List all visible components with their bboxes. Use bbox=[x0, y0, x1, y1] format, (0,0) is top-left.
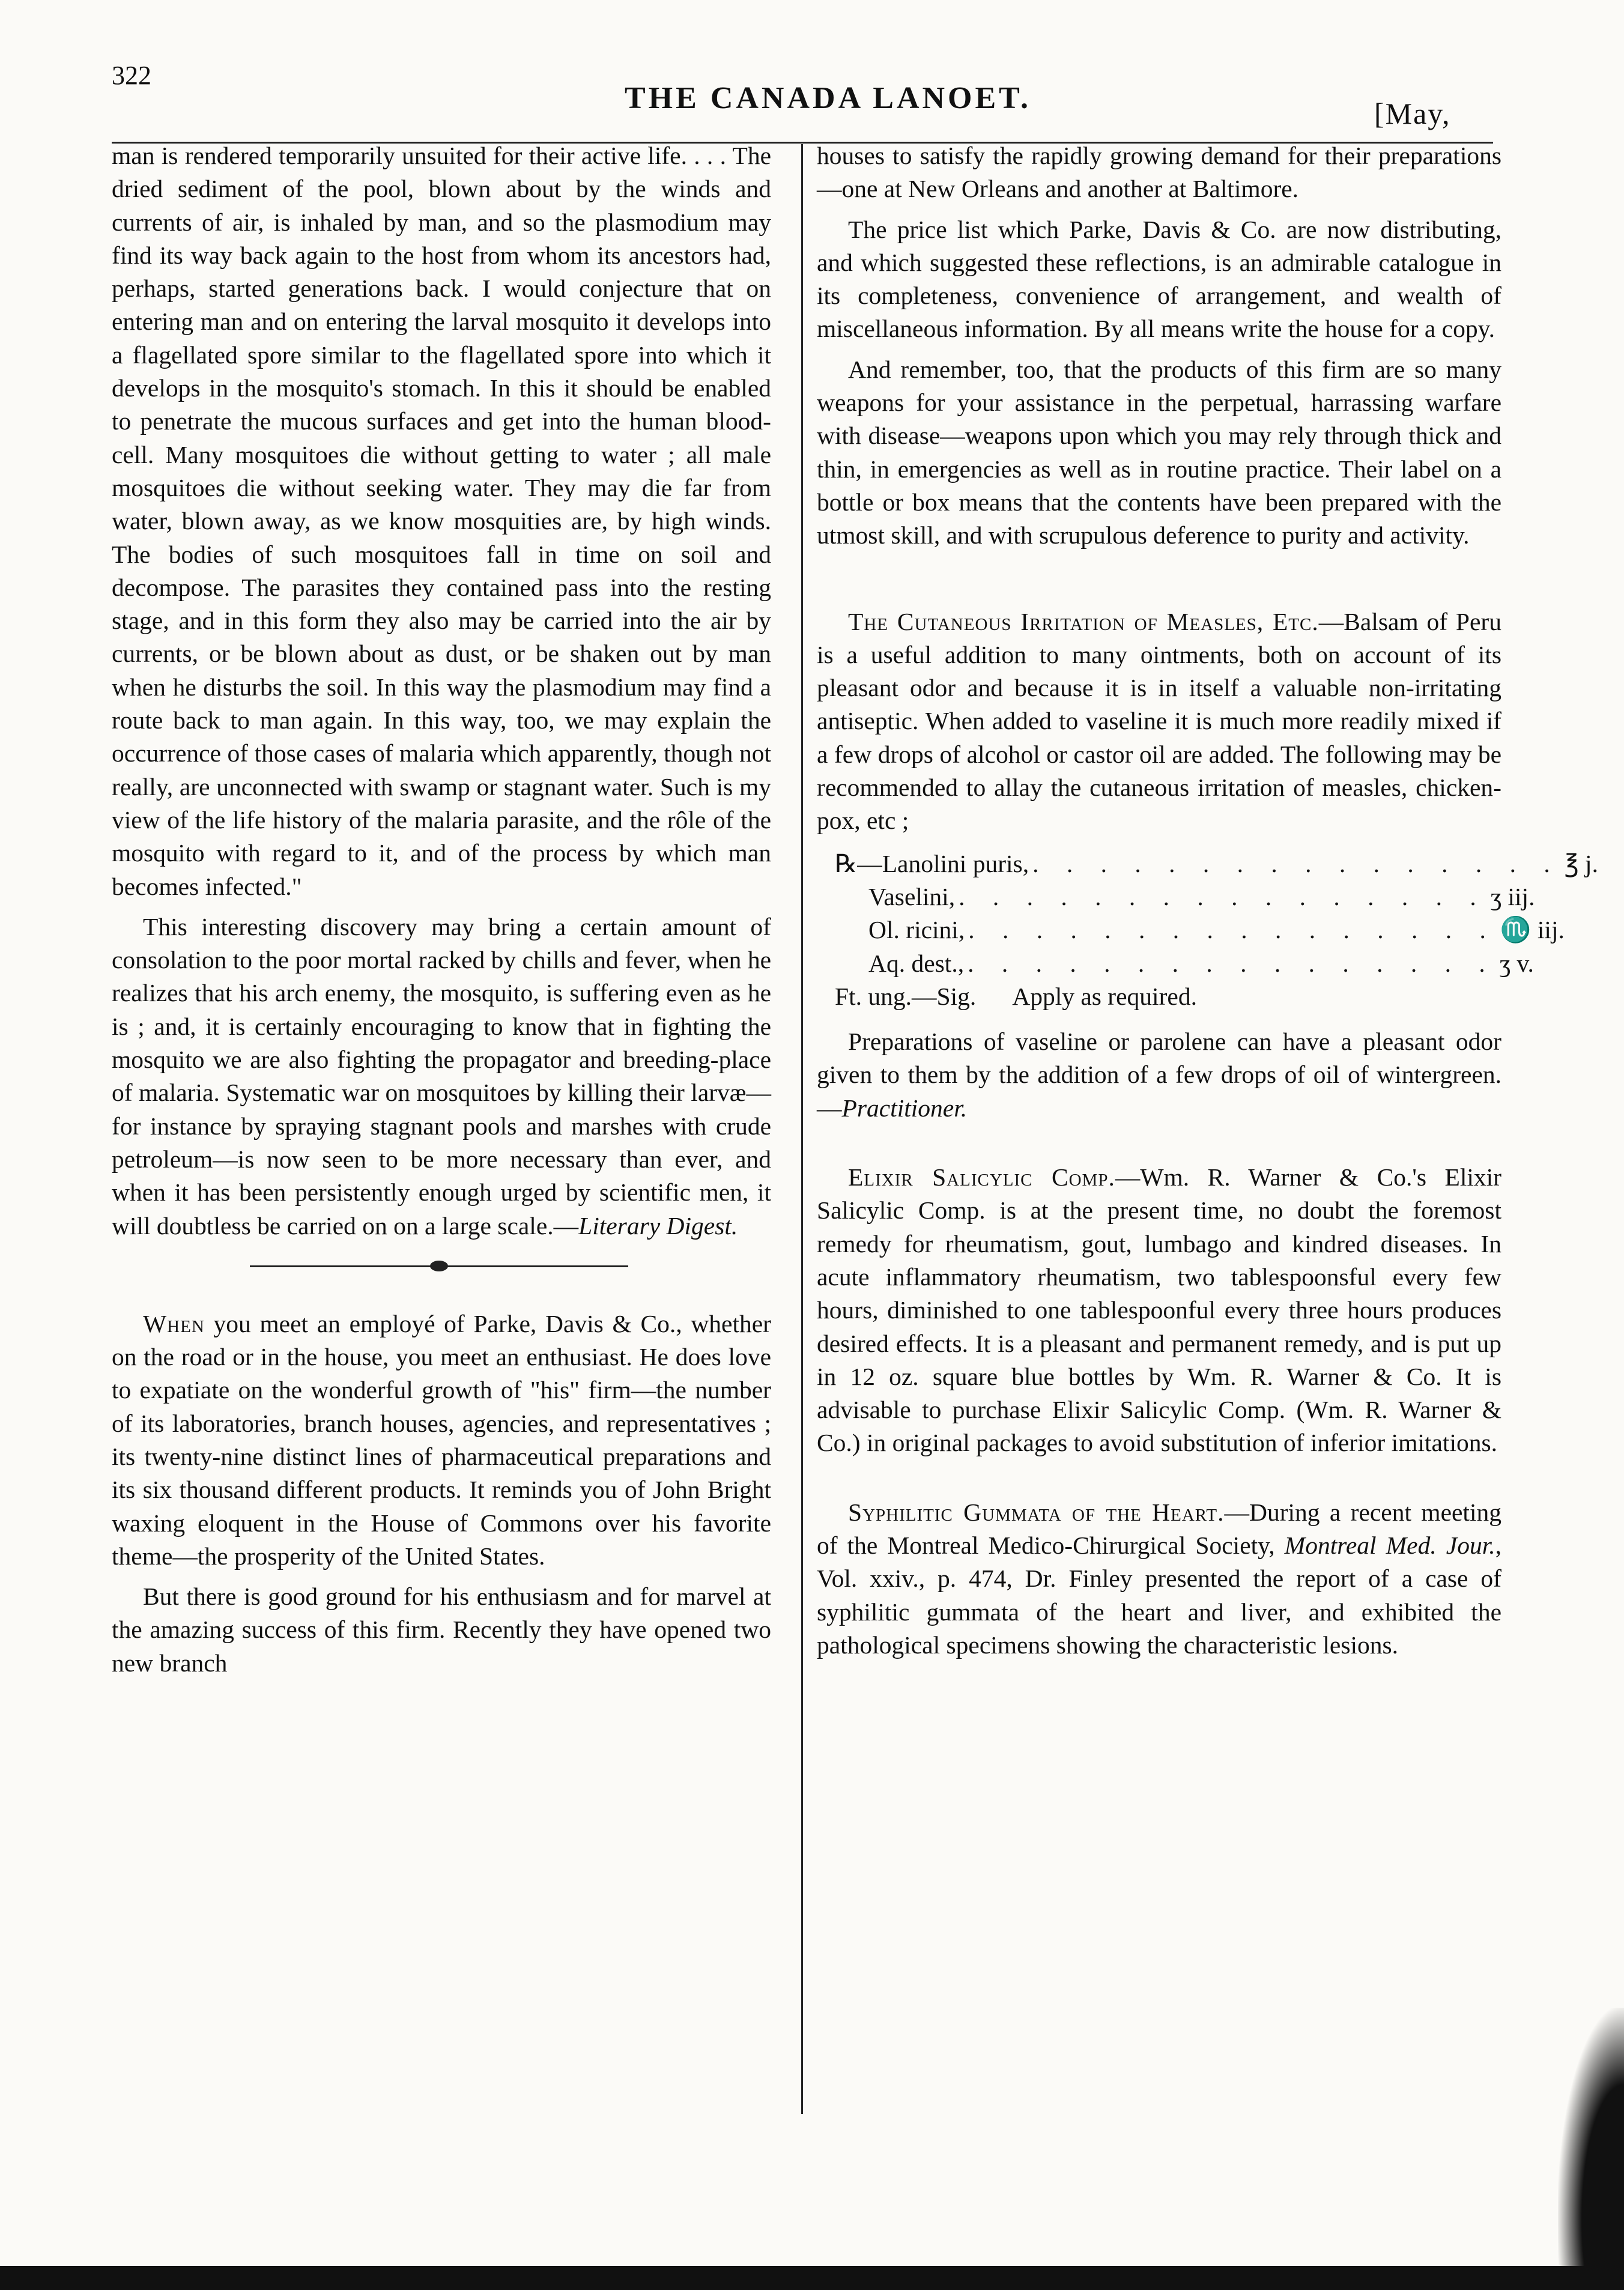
gummata-text-b: , Vol. xxiv., p. 474, Dr. Finley presented the report of a case of syphilitic gummata of the heart and liver, and exhibited the pathological specimens showing the characteristic lesions. bbox=[817, 1531, 1502, 1659]
section-ornament bbox=[112, 1247, 771, 1283]
products-paragraph: And remember, too, that the products of this firm are so many weapons for your assistance in the perpetual, harrassing warfare with disease—weapons upon which you may rely through thick and thin, in emergencies as well as in routine practice. Their label on a bottle or box means that the contents have been prepared with the utmost skill, and with scrupulous deference to purity and activity. bbox=[817, 355, 1501, 550]
rx-directions-b: Apply as required. bbox=[1012, 982, 1197, 1010]
scan-edge bbox=[0, 2266, 1624, 2290]
elixir-article bbox=[817, 1161, 1501, 1460]
rx-line bbox=[817, 913, 1565, 947]
gummata-heading: Syphilitic Gummata of the Heart. bbox=[848, 1498, 1225, 1526]
ink-blot bbox=[1558, 2008, 1624, 2290]
enthusiasm-paragraph: But there is good ground for his enthusiasm and for marvel at the amazing success of this firm. Recently they have opened two new branch bbox=[112, 1583, 771, 1677]
rx-ingredient: Ol. ricini, bbox=[868, 916, 965, 944]
left-column bbox=[112, 139, 771, 1680]
gummata-journal: Montreal Med. Jour. bbox=[1284, 1531, 1495, 1559]
mosquito-discovery-text: This interesting discovery may bring a certain amount of consolation to the poor mortal racked by chills and fever, when he realizes that his arch enemy, the mosquito, is suffering even as he is ; and, it is certainly encouraging to know that in fighting the mosquito we are also fighting the propagator and breeding-place of malaria. Systematic war on mosquitoes by killing their larvæ—for instance by spraying stagnant pools and marshes with crude petroleum—is now seen to be more necessary than ever, and when it has been persistently enough urged by scientific men, it will doubtless be carried on on a large scale.— bbox=[112, 912, 771, 1240]
measles-heading: The Cutaneous Irritation of Measles, Etc. bbox=[848, 607, 1319, 635]
prescription bbox=[817, 847, 1598, 1013]
gummata-text-a: —During a recent meeting of the Montreal Medico-Chirurgical Society, bbox=[817, 1498, 1501, 1559]
elixir-text: —Wm. R. Warner & Co.'s Elixir Salicylic Comp. is at the present time, no doubt the foremost remedy for rheumatism, gout, lumbago and kindred diseases. In acute inflammatory rheumatism, two tablespoonsful every few hours, diminished to one tablespoonful every three hours produces desired effects. It is a pleasant and permanent remedy, and is put up in 12 oz. square blue bottles by Wm. R. Warner & Co. It is advisable to purchase Elixir Salicylic Comp. (Wm. R. Warner & Co.) in original packages to avoid substitution of inferior imitations. bbox=[817, 1163, 1501, 1457]
measles-text: —Balsam of Peru is a useful addition to many ointments, both on account of its pleasant odor and because it is in itself a valuable non-irritating antiseptic. When added to vaseline it is much more readily mixed if a few drops of alcohol or castor oil are added. The following may be recommended to allay the cutaneous irritation of measles, chicken-pox, etc ; bbox=[817, 607, 1501, 835]
rx-ingredient: Aq. dest., bbox=[868, 949, 965, 977]
rx-line bbox=[817, 880, 1535, 913]
parke-davis-lead-word: When bbox=[143, 1309, 205, 1337]
rx-quantity: ℥ j. bbox=[1564, 849, 1598, 877]
rx-quantity: ʒ v. bbox=[1499, 949, 1534, 977]
rx-line bbox=[817, 947, 1534, 980]
mosquito-quote-paragraph: man is rendered temporarily unsuited for their active life. . . . The dried sediment of the pool, blown about by the winds and currents of air, is inhaled by man, and so the plasmodium may find its way back again to the host from whom its ancestors had, perhaps, started generations back. I would conjecture that on entering man and on entering the larval mosquito it develops into a flagellated spore similar to the flagellated spore into which it develops in the mosquito's stomach. In this it should be enabled to penetrate the mucous surfaces and get into the human blood-cell. Many mosquitoes die without getting to water ; all male mosquitoes die without seeking water. They may die far from water, blown away, as we know mosquities are, by high winds. The bodies of such mosquitoes fall in time on soil and decompose. The parasites they contained pass into the resting stage, and in this form they also may be carried into the air by currents, or be blown about as dust, or be shaken out by man when he disturbs the soil. In this way the plasmodium may find a route back to man again. In this way, too, we may explain the occurrence of those cases of malaria which apparently, though not really, are unconnected with swamp or stagnant water. Such is my view of the life history of the malaria parasite, and the rôle of the mosquito with regard to it, and of the process by which man becomes infected." bbox=[112, 142, 771, 900]
rx-line bbox=[817, 847, 1598, 880]
rx-leader: . . . . . . . . . . . . . . . . bbox=[959, 882, 1487, 910]
rx-quantity: ♏ iij. bbox=[1500, 916, 1565, 944]
running-title: THE CANADA LANOET. bbox=[625, 81, 1032, 115]
elixir-heading: Elixir Salicylic Comp. bbox=[848, 1163, 1115, 1192]
source-practitioner: Practitioner. bbox=[841, 1094, 968, 1122]
page-number: 322 bbox=[112, 61, 151, 90]
mosquito-discovery-paragraph bbox=[112, 910, 771, 1243]
vaseline-text: Preparations of vaseline or parolene can have a pleasant odor given to them by the addition of a few drops of oil of wintergreen.— bbox=[817, 1028, 1501, 1122]
parke-davis-text: you meet an employé of Parke, Davis & Co., whether on the road or in the house, you meet an enthusiast. He does love to expatiate on the wonderful growth of "his" firm—the number of its laboratories, branch houses, agencies, and representatives ; its twenty-nine distinct lines of pharmaceutical preparations and its six thousand different products. It reminds you of John Bright waxing eloquent in the House of Commons over his favorite theme—the prosperity of the United States. bbox=[112, 1309, 771, 1570]
rx-quantity: ʒ iij. bbox=[1490, 882, 1535, 910]
rx-ingredient: ℞—Lanolini puris, bbox=[835, 849, 1029, 877]
rx-ingredient: Vaselini, bbox=[868, 882, 956, 910]
running-month: [May, bbox=[1374, 97, 1451, 130]
price-list-paragraph: The price list which Parke, Davis & Co. are now distributing, and which suggested these reflections, is an admirable catalogue in its completeness, convenience of arrangement, and wealth of miscellaneous information. By all means write the house for a copy. bbox=[817, 215, 1501, 343]
vaseline-paragraph bbox=[817, 1025, 1501, 1125]
gummata-article bbox=[817, 1496, 1501, 1662]
parke-davis-paragraph bbox=[112, 1307, 771, 1573]
source-literary-digest: Literary Digest. bbox=[578, 1211, 738, 1240]
rx-leader: . . . . . . . . . . . . . . . . bbox=[1032, 849, 1561, 877]
branch-houses-paragraph: houses to satisfy the rapidly growing demand for their preparations—one at New Orleans and another at Baltimore. bbox=[817, 142, 1501, 203]
measles-article bbox=[817, 605, 1501, 838]
column-divider bbox=[801, 144, 803, 2114]
rx-leader: . . . . . . . . . . . . . . . . bbox=[968, 949, 1496, 977]
rx-directions bbox=[817, 980, 1501, 1013]
ornament-dot bbox=[430, 1261, 448, 1271]
rx-leader: . . . . . . . . . . . . . . . . bbox=[968, 916, 1497, 944]
rx-directions-a: Ft. ung.—Sig. bbox=[835, 982, 977, 1010]
right-column bbox=[817, 139, 1598, 1662]
